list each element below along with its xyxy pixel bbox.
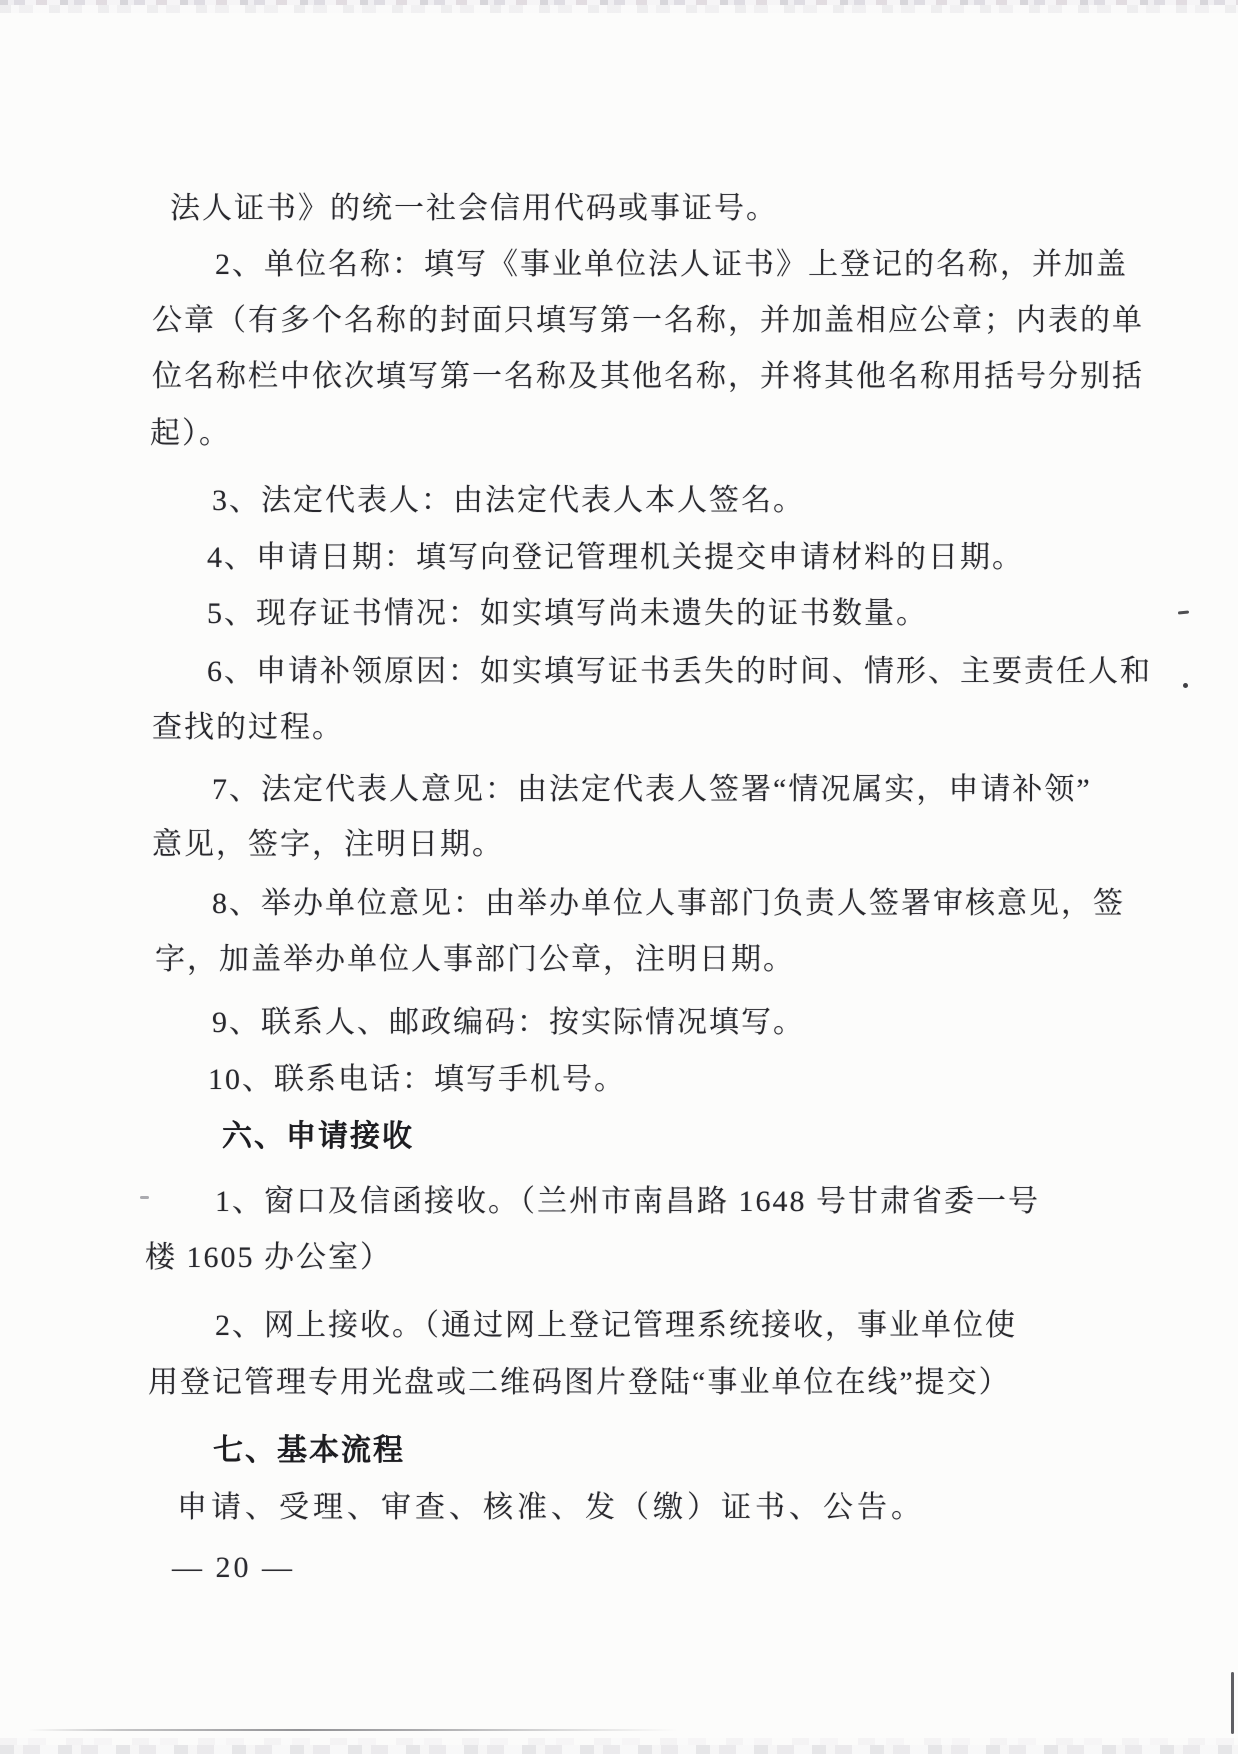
document-line: 2、网上接收。（通过网上登记管理系统接收，事业单位使: [215, 1309, 1017, 1342]
document-line: 7、法定代表人意见：由法定代表人签署“情况属实，申请补领”: [212, 773, 1092, 806]
document-line: 公章（有多个名称的封面只填写第一名称，并加盖相应公章；内表的单: [152, 304, 1144, 337]
document-line: 6、申请补领原因：如实填写证书丢失的时间、情形、主要责任人和: [207, 655, 1152, 688]
document-line: 8、举办单位意见：由举办单位人事部门负责人签署审核意见，签: [212, 887, 1125, 920]
document-line: 10、联系电话：填写手机号。: [208, 1063, 626, 1096]
document-line: 字，加盖举办单位人事部门公章，注明日期。: [155, 943, 795, 976]
scan-speck: [1183, 683, 1188, 688]
document-line: 位名称栏中依次填写第一名称及其他名称，并将其他名称用括号分别括: [152, 360, 1144, 393]
document-line: 楼 1605 办公室）: [145, 1241, 392, 1274]
page-number: — 20 —: [172, 1551, 295, 1584]
section-heading-basic-process: 七、基本流程: [213, 1434, 405, 1467]
document-line: 3、法定代表人：由法定代表人本人签名。: [212, 484, 805, 517]
document-line: 起）。: [150, 417, 231, 450]
document-line: 法人证书》的统一社会信用代码或事证号。: [170, 192, 778, 225]
document-line: 用登记管理专用光盘或二维码图片登陆“事业单位在线”提交）: [148, 1366, 1011, 1399]
document-line: 9、联系人、邮政编码：按实际情况填写。: [212, 1006, 805, 1039]
document-line: 2、单位名称：填写《事业单位法人证书》上登记的名称，并加盖: [215, 248, 1128, 281]
scan-noise-top-edge-2: [0, 5, 1238, 13]
scan-speck: [1178, 610, 1189, 614]
scan-scratch-line: [28, 1729, 678, 1731]
scan-noise-bottom-edge: [0, 1745, 1238, 1754]
document-line: 查找的过程。: [152, 711, 344, 744]
document-line: 5、现存证书情况：如实填写尚未遗失的证书数量。: [207, 597, 928, 630]
scan-noise-bottom-edge-2: [0, 1738, 1238, 1745]
scan-speck: [140, 1196, 149, 1199]
document-line: 4、申请日期：填写向登记管理机关提交申请材料的日期。: [207, 541, 1024, 574]
document-line: 意见，签字，注明日期。: [152, 828, 504, 861]
section-heading-application-receiving: 六、申请接收: [222, 1120, 414, 1153]
document-line: 1、窗口及信函接收。（兰州市南昌路 1648 号甘肃省委一号: [215, 1185, 1040, 1218]
scan-mark-right-edge: [1231, 1672, 1234, 1734]
document-line: 申请、受理、审查、核准、发（缴）证书、公告。: [177, 1491, 925, 1524]
